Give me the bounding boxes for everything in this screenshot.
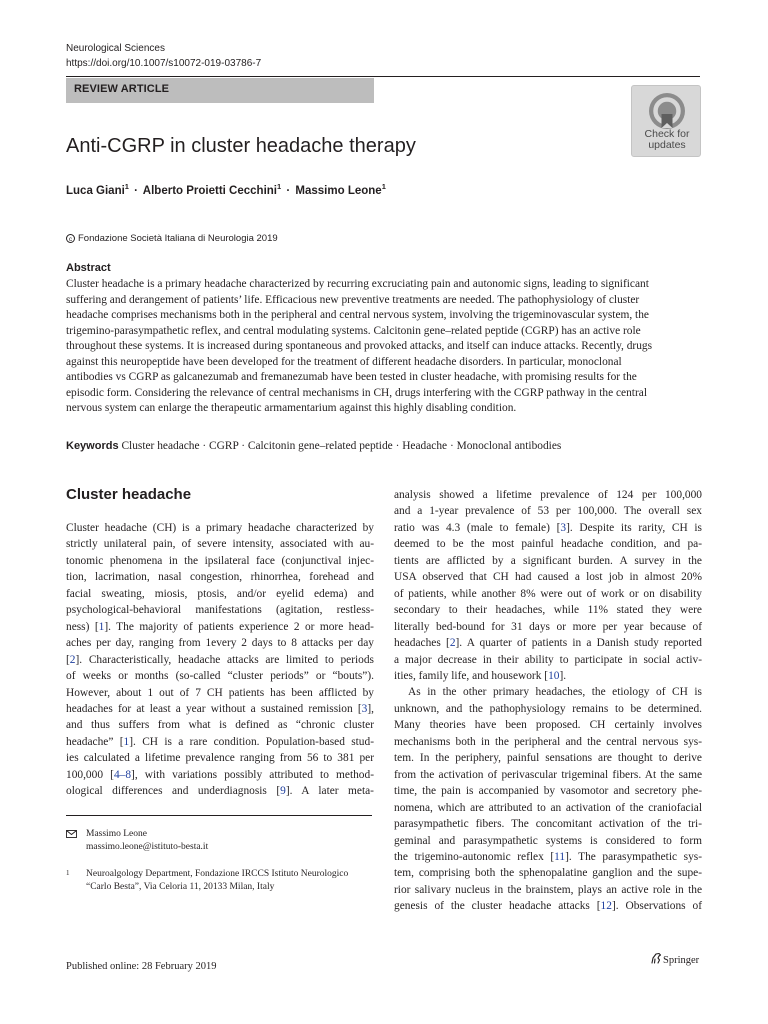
- citation-link[interactable]: 4–8: [113, 768, 132, 781]
- body-text-line: [66, 734, 374, 750]
- body-text-line: rior salivary nucleus in the brainstem, plays an active role in the: [394, 883, 702, 896]
- crossmark-icon: [647, 91, 687, 131]
- body-text-line: secondary to their headaches, while 11% stated they were: [394, 604, 702, 617]
- body-text-fragment: 100,000 [: [66, 768, 114, 781]
- citation-link[interactable]: 1: [98, 620, 105, 633]
- body-text-line: unknown, and the pathophysiology remains to be determined.: [394, 702, 702, 715]
- affiliation-note: [66, 868, 376, 893]
- correspondence-name: Massimo Leone: [86, 829, 147, 839]
- abstract-line: nervous system can enlarge the therapeutic armamentarium against this highly disabling condition.: [66, 402, 517, 414]
- footnotes: [66, 828, 376, 893]
- body-text-line: facial sweating, miosis, ptosis, and/or eyelid edema) and: [66, 587, 374, 600]
- body-text-fragment: ]. Characteristically, headache attacks are limited to periods: [75, 653, 374, 666]
- citation-link[interactable]: 2: [69, 653, 76, 666]
- abstract-heading: Abstract: [66, 262, 111, 274]
- abstract-line: trigemino-parasympathetic reflex, and central modulating systems. Calcitonin gene–related peptide (CGRP) has an active role: [66, 324, 641, 337]
- body-text-line: [394, 635, 702, 651]
- citation-link[interactable]: 2: [449, 637, 456, 650]
- journal-name: Neurological Sciences: [66, 43, 165, 54]
- footnote-rule: [66, 815, 372, 816]
- body-text-fragment: ]. Observations of: [611, 900, 702, 913]
- keywords-line: [66, 439, 561, 453]
- body-text-line: nomena, which are attributed to an activation of the craniofacial: [394, 801, 702, 814]
- body-text-line: geminal and parasympathetic systems is considered to form: [394, 834, 702, 847]
- citation-link[interactable]: 9: [280, 785, 286, 798]
- body-text-line: parasympathetic fibers. The concomitant activation of the tri-: [394, 818, 702, 831]
- copyright-icon: c: [66, 234, 75, 243]
- body-text-line: ies calculated a lifetime prevalence ranging from 56 to 381 per: [66, 752, 374, 765]
- body-text-line: of patients, while another 8% were out of work or on disability: [394, 587, 702, 600]
- body-text-line: aches per day, ranging from 1every 2 days to 8 attacks per day: [66, 637, 374, 650]
- body-text-line: Cluster headache (CH) is a primary headache characterized by: [66, 522, 374, 534]
- abstract-line: Cluster headache is a primary headache characterized by recurring excruciating pain and autonomic signs, leading to significant: [66, 278, 649, 290]
- body-column-left: [66, 520, 374, 800]
- affiliation-mark: 1: [66, 869, 70, 877]
- body-text-fragment: headaches for at least a year without a sustained remission [: [66, 702, 362, 715]
- body-text-line: time, the pain is accompanied by vasomotor and secretory phe-: [394, 785, 702, 798]
- body-text-line: USA observed that CH had caused a lost job in almost 20%: [394, 571, 702, 584]
- body-text-line: and a 1-year prevalence of 53 per 100,000. The overall sex: [394, 505, 702, 518]
- body-text-line: [394, 849, 702, 865]
- body-text-line: mechanisms both in the peripheral and the central nervous sys-: [394, 735, 702, 748]
- keywords-label: Keywords: [66, 440, 119, 452]
- body-text-line: and thus suffers from what is defined as “chronic cluster: [66, 719, 374, 732]
- citation-link[interactable]: 3: [361, 702, 368, 715]
- body-text-line: However, about 1 out of 7 CH patients has been afflicted by: [66, 686, 374, 699]
- check-for-updates-line2: updates: [648, 139, 686, 151]
- body-text-fragment: ].: [559, 669, 567, 682]
- citation-link[interactable]: 3: [560, 521, 567, 534]
- body-text-fragment: ]. CH is a rare condition. Population-based stud-: [129, 735, 374, 748]
- keywords-text: Cluster headache · CGRP · Calcitonin gene–related peptide · Headache · Monoclonal antibodies: [121, 440, 562, 452]
- body-text-fragment: the trigemino-autonomic reflex [: [394, 850, 555, 863]
- body-text-line: tion, lacrimation, nasal congestion, rhinorrhea, forehead and: [66, 571, 374, 584]
- body-text-line: [66, 652, 374, 668]
- body-text-line: deemed to be the most painful headache condition, and pa-: [394, 538, 702, 551]
- body-text-line: [394, 520, 702, 536]
- citation-link[interactable]: 1: [123, 735, 130, 748]
- body-text-line: tients are afflicted by a significant burden. A survey in the: [394, 554, 702, 567]
- body-text-line: a major decrease in their ability to participate in social activ-: [394, 653, 702, 666]
- body-text-line: strictly unilateral pain, of severe intensity, associated with au-: [66, 538, 374, 551]
- body-text-line: analysis showed a lifetime prevalence of 124 per 100,000: [394, 489, 702, 501]
- check-for-updates-line1: Check for: [644, 128, 690, 140]
- publisher-name: Springer: [663, 955, 700, 966]
- copyright-text: Fondazione Società Italiana di Neurologia 2019: [78, 233, 278, 244]
- article-type-bar: [66, 78, 374, 103]
- author-name[interactable]: Alberto Proietti Cecchini: [142, 185, 277, 197]
- affiliation-line: Neuroalgology Department, Fondazione IRCCS Istituto Neurologico: [86, 869, 349, 879]
- citation-link[interactable]: 12: [600, 900, 612, 913]
- citation-link[interactable]: 11: [554, 850, 566, 863]
- body-column-right: [394, 487, 702, 915]
- body-text-fragment: ological differences and underdiagnosis [: [66, 785, 281, 798]
- body-text-line: of weeks or months (so-called “cluster periods” or “bouts”).: [66, 670, 374, 683]
- body-text-line: from the activation of perivascular trigeminal fibers. At the same: [394, 768, 702, 781]
- body-text-fragment: ities, family life, and housework [: [394, 669, 549, 682]
- abstract-line: antibodies vs CGRP as galcanezumab and fremanezumab have been tested in cluster headache, with promising results for the: [66, 371, 637, 383]
- body-text-fragment: headache” [: [66, 735, 124, 748]
- body-text-fragment: ],: [367, 702, 374, 715]
- article-type-label: REVIEW ARTICLE: [74, 83, 170, 95]
- publisher-mark: [650, 952, 699, 968]
- body-text-line: [394, 898, 702, 914]
- affiliation-line: “Carlo Besta”, Via Celoria 11, 20133 Milan, Italy: [86, 881, 275, 892]
- author-name[interactable]: Luca Giani: [66, 185, 125, 197]
- citation-link[interactable]: 10: [548, 669, 560, 682]
- body-text-fragment: ]. A later meta-: [285, 785, 374, 798]
- body-text-fragment: ]. Despite its rarity, CH is: [566, 521, 702, 534]
- abstract-body: [66, 277, 702, 417]
- abstract-line: against this neuropeptide have been developed for the treatment of different headache disorders. In particular, monoclonal: [66, 355, 622, 368]
- check-for-updates-badge[interactable]: [631, 85, 701, 157]
- body-text-fragment: headaches [: [394, 637, 450, 650]
- correspondence-note: [66, 828, 376, 853]
- body-text-fragment: ]. The parasympathetic sys-: [565, 850, 702, 863]
- author-name[interactable]: Massimo Leone: [295, 185, 382, 197]
- body-text-fragment: ness) [: [66, 620, 99, 633]
- abstract-line: episodic form. Considering the relevance of central mechanisms in CH, drugs interfering with the CGRP pathway in the central: [66, 386, 647, 399]
- body-text-line: tem, comprising both the sphenopalatine ganglion and the supe-: [394, 867, 702, 880]
- body-text-line: literally bed-bound for 31 days or more per year because of: [394, 620, 702, 633]
- body-text-line: [66, 701, 374, 717]
- author-affiliation-mark: 1: [381, 182, 386, 191]
- body-text-fragment: ratio was 4.3 (male to female) [: [394, 521, 561, 534]
- envelope-icon: [66, 830, 77, 838]
- correspondence-email-link[interactable]: massimo.leone@istituto-besta.it: [86, 841, 209, 852]
- abstract-line: headache comprises mechanisms both in the peripheral and central nervous system, involving the trigeminovascular system, the: [66, 309, 649, 321]
- springer-horse-icon: [650, 952, 662, 965]
- header-rule: [66, 76, 700, 77]
- body-text-line: As in the other primary headaches, the etiology of CH is: [408, 686, 702, 699]
- author-affiliation-mark: 1: [276, 182, 282, 191]
- body-text-line: tem. In the periphery, painful sensations are thought to derive: [394, 752, 702, 765]
- body-text-line: [394, 668, 702, 684]
- body-text-fragment: genesis of the cluster headache attacks [: [394, 900, 601, 913]
- body-text-line: tonomic phenomena in the ipsilateral face (conjunctival injec-: [66, 554, 374, 567]
- published-date: Published online: 28 February 2019: [66, 961, 217, 972]
- abstract-line: throughout these systems. It is increased during spontaneous and provoked attacks, and itself can induce attacks. Recently, drugs: [66, 340, 653, 352]
- body-text-fragment: [: [66, 653, 70, 666]
- body-text-fragment: ]. The majority of patients experience 2 or more head-: [104, 620, 374, 633]
- author-affiliation-mark: 1: [124, 182, 129, 191]
- journal-header: [66, 41, 261, 71]
- check-for-updates-label: [632, 129, 702, 151]
- body-text-fragment: ], with variations possibly attributed to method-: [131, 768, 374, 781]
- body-text-line: [66, 767, 374, 783]
- body-text-line: Many theories have been proposed. CH certainly involves: [394, 719, 702, 732]
- section-heading: Cluster headache: [66, 486, 192, 503]
- paper-title: Anti-CGRP in cluster headache therapy: [66, 135, 416, 157]
- journal-doi-link[interactable]: https://doi.org/10.1007/s10072-019-03786-7: [66, 58, 262, 69]
- body-text-line: psychological-behavioral manifestations (agitation, restless-: [66, 604, 374, 617]
- author-separator: ·: [286, 185, 291, 197]
- copyright-line: [66, 233, 278, 245]
- author-list: [66, 180, 386, 198]
- body-text-fragment: ]. A quarter of patients in a Danish study reported: [455, 637, 702, 650]
- author-separator: ·: [134, 185, 139, 197]
- abstract-line: suffering and derangement of patients’ life. Efficacious new preventive treatments are needed. The pathophysiology of cluster: [66, 293, 640, 306]
- body-text-line: [66, 783, 374, 799]
- body-text-line: [66, 619, 374, 635]
